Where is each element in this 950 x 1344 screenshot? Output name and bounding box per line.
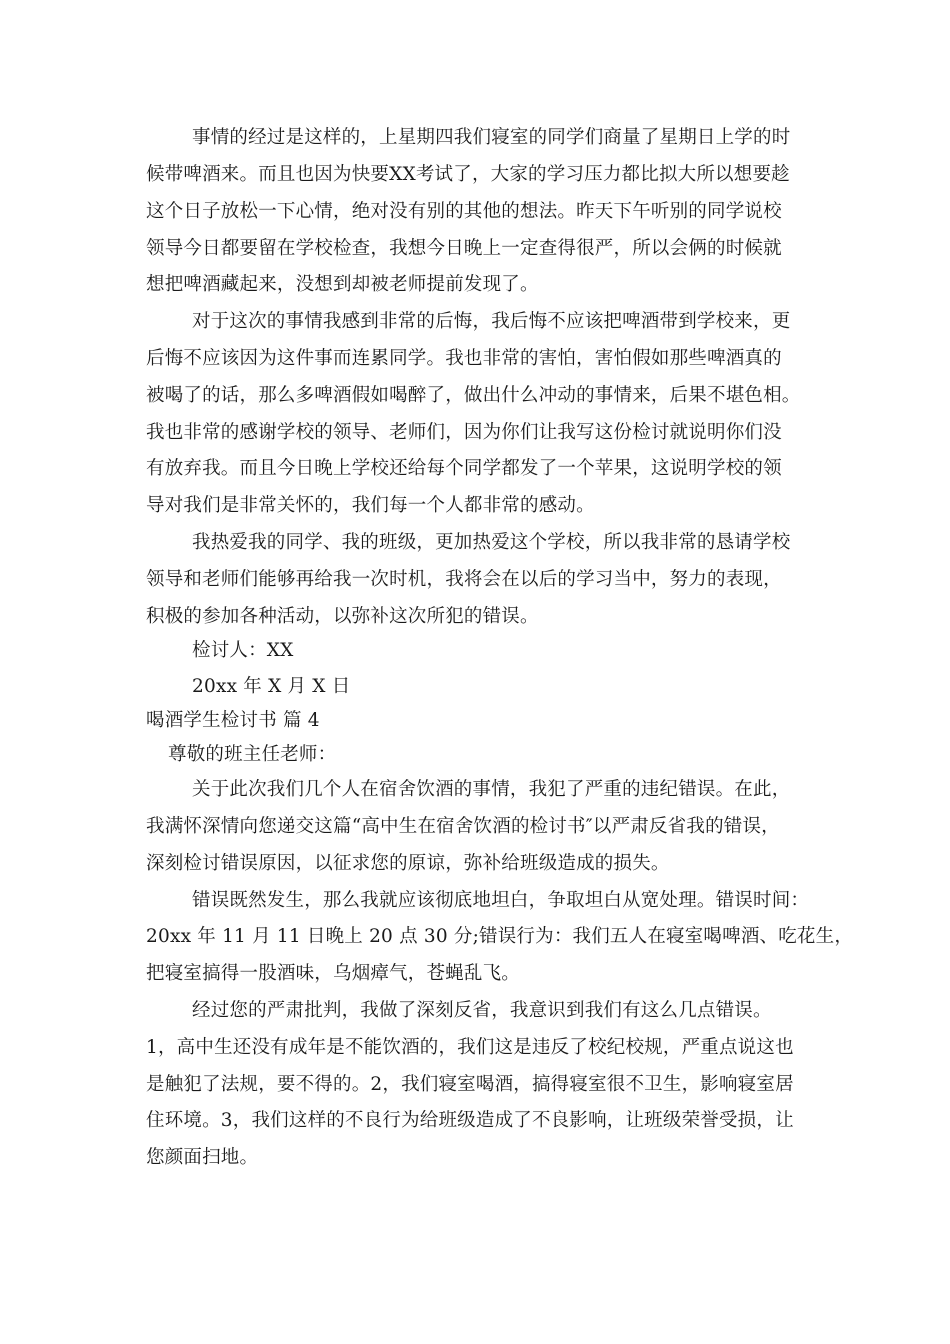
section-heading: 喝酒学生检讨书 篇 4 [146,710,320,731]
date-line: 20xx 年 X 月 X 日 [192,676,351,697]
paragraph-line: 这个日子放松一下心情，绝对没有别的其他的想法。昨天下午听别的同学说校 [146,201,782,222]
paragraph-line: 深刻检讨错误原因，以征求您的原谅，弥补给班级造成的损失。 [146,853,670,874]
paragraph-line: 事情的经过是这样的，上星期四我们寝室的同学们商量了星期日上学的时 [192,127,791,148]
paragraph-line: 后悔不应该因为这件事而连累同学。我也非常的害怕，害怕假如那些啤酒真的 [146,348,782,369]
paragraph-line: 经过您的严肃批判，我做了深刻反省，我意识到我们有这么几点错误。 [192,1000,772,1021]
paragraph-line: 1，高中生还没有成年是不能饮酒的，我们这是违反了校纪校规，严重点说这也 [146,1037,794,1058]
paragraph-line: 住环境。3，我们这样的不良行为给班级造成了不良影响，让班级荣誉受损，让 [146,1110,794,1131]
paragraph-line: 您颜面扫地。 [146,1147,259,1168]
paragraph-line: 被喝了的话，那么多啤酒假如喝醉了，做出什么冲动的事情来，后果不堪色相。 [146,385,801,406]
paragraph-line: 导对我们是非常关怀的，我们每一个人都非常的感动。 [146,495,595,516]
paragraph-line: 把寝室搞得一股酒味，乌烟瘴气，苍蝇乱飞。 [146,963,521,984]
paragraph-line: 是触犯了法规，要不得的。2，我们寝室喝酒，搞得寝室很不卫生，影响寝室居 [146,1074,794,1095]
paragraph-line: 我也非常的感谢学校的领导、老师们，因为你们让我写这份检讨就说明你们没 [146,422,782,443]
paragraph-line: 积极的参加各种活动，以弥补这次所犯的错误。 [146,606,539,627]
paragraph-line: 领导和老师们能够再给我一次时机，我将会在以后的学习当中，努力的表现， [146,569,782,590]
paragraph-line: 我热爱我的同学、我的班级，更加热爱这个学校，所以我非常的恳请学校 [192,532,791,553]
paragraph-line: 候带啤酒来。而且也因为快要XX考试了，大家的学习压力都比拟大所以想要趁 [146,164,790,185]
salutation: 尊敬的班主任老师： [168,744,337,765]
paragraph-line: 领导今日都要留在学校检查，我想今日晚上一定查得很严，所以会俩的时候就 [146,238,782,259]
paragraph-line: 20xx 年 11 月 11 日晚上 20 点 30 分;错误行为：我们五人在寝室喝啤酒、吃花生， [146,926,854,947]
paragraph-line: 想把啤酒藏起来，没想到却被老师提前发现了。 [146,274,539,295]
paragraph-line: 我满怀深情向您递交这篇“高中生在宿舍饮酒的检讨书″以严肃反省我的错误， [146,816,780,837]
paragraph-line: 错误既然发生，那么我就应该彻底地坦白，争取坦白从宽处理。错误时间： [192,890,810,911]
signature-line: 检讨人：XX [192,640,294,661]
paragraph-line: 关于此次我们几个人在宿舍饮酒的事情，我犯了严重的违纪错误。在此， [192,779,791,800]
paragraph-line: 对于这次的事情我感到非常的后悔，我后悔不应该把啤酒带到学校来，更 [192,311,791,332]
paragraph-line: 有放弃我。而且今日晚上学校还给每个同学都发了一个苹果，这说明学校的领 [146,458,782,479]
